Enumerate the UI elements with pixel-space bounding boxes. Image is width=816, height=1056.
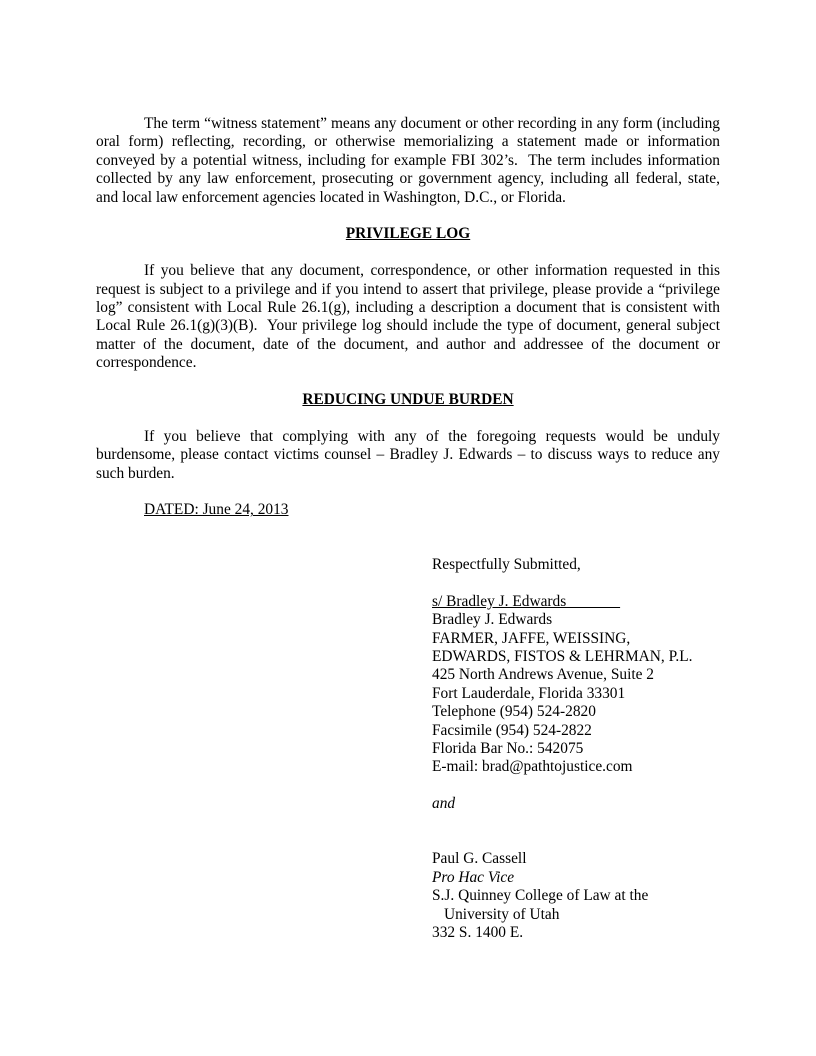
dated-text: DATED: June 24, 2013 <box>144 501 289 519</box>
cocounsel-name: Paul G. Cassell <box>432 850 527 868</box>
privilege-log-paragraph: If you believe that any document, correspondence, or other information requested in this request is subject to a privilege and if you intend to assert that privilege, please provide a “privilege log” consistent with Local Rule 26.1(g), including a description a document that is consistent with Local Rule 26.1(g)(3)(B). Your privilege log should include the type of document, general subject matter of the document, date of the document, and author and addressee of the document or correspondence. <box>96 262 720 372</box>
witness-statement-paragraph: The term “witness statement” means any document or other recording in any form (including oral form) reflecting, recording, or otherwise memorializing a statement made or information conveyed by a potential witness, including for example FBI 302’s. The term includes information collected by any law enforcement, prosecuting or government agency, including all federal, state, and local law enforcement agencies located in Washington, D.C., or Florida. <box>96 115 720 206</box>
facsimile: Facsimile (954) 524-2822 <box>432 721 592 739</box>
firm-name-line-1: FARMER, JAFFE, WEISSING, <box>432 629 631 647</box>
spacer <box>432 777 752 795</box>
pro-hac-vice: Pro Hac Vice <box>432 868 515 886</box>
school-line-2: University of Utah <box>444 905 560 923</box>
school-line-1: S.J. Quinney College of Law at the <box>432 887 649 905</box>
firm-address: 425 North Andrews Avenue, Suite 2 <box>432 666 654 684</box>
bar-number: Florida Bar No.: 542075 <box>432 740 584 758</box>
firm-city: Fort Lauderdale, Florida 33301 <box>432 684 626 702</box>
spacer <box>432 574 752 592</box>
firm-name-line-2: EDWARDS, FISTOS & LEHRMAN, P.L. <box>432 648 693 666</box>
telephone: Telephone (954) 524-2820 <box>432 703 596 721</box>
undue-burden-paragraph: If you believe that complying with any of the foregoing requests would be unduly burdensome, please contact victims counsel – Bradley J. Edwards – to discuss ways to reduce any such burden. <box>96 427 720 482</box>
spacer <box>96 207 720 225</box>
spacer <box>96 483 720 501</box>
privilege-log-heading: PRIVILEGE LOG <box>345 225 471 243</box>
and-conjunction: and <box>432 795 456 813</box>
spacer <box>96 244 720 262</box>
electronic-signature: s/ Bradley J. Edwards <box>432 592 621 610</box>
closing: Respectfully Submitted, <box>432 556 581 573</box>
dated-line <box>96 501 720 519</box>
spacer <box>96 373 720 391</box>
signature-block <box>432 556 752 942</box>
undue-burden-heading: REDUCING UNDUE BURDEN <box>302 391 514 409</box>
spacer <box>432 814 752 851</box>
cocounsel-address: 332 S. 1400 E. <box>432 924 524 942</box>
document-page <box>96 115 720 520</box>
attorney-name: Bradley J. Edwards <box>432 611 553 629</box>
email: E-mail: brad@pathtojustice.com <box>432 758 633 776</box>
spacer <box>96 409 720 427</box>
